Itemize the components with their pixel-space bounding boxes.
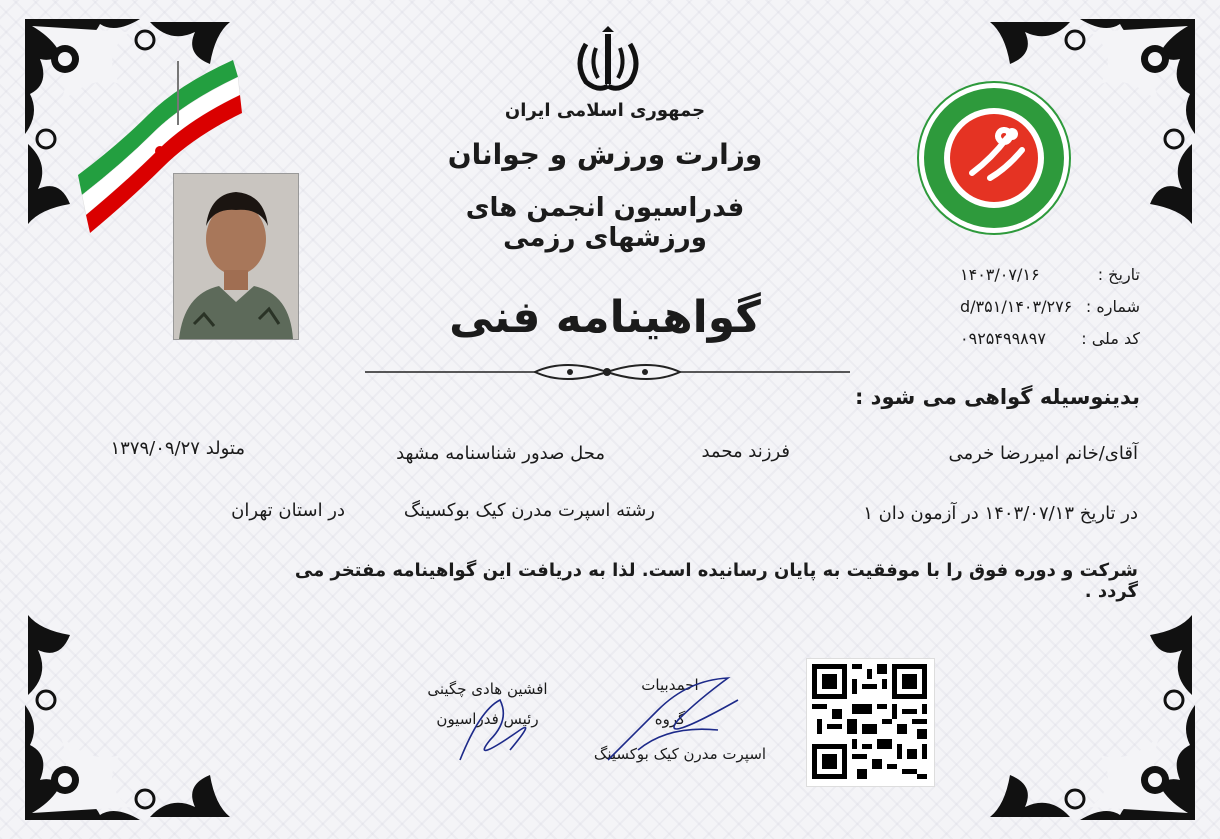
father-name: فرزند محمد [701,441,790,462]
number-label: شماره : [1085,297,1140,316]
certificate-title: گواهینامه فنی [449,292,761,343]
meta-block [960,265,1140,361]
date-label: تاریخ : [1097,265,1140,284]
federation-logo-icon [912,78,1077,238]
ornament-bottom-left-icon [20,615,230,825]
qr-code-icon[interactable] [806,658,935,787]
ornament-bottom-right-icon [990,615,1200,825]
intro-line: بدینوسیله گواهی می شود : [854,385,1140,409]
number-value: ۱۴۰۳/۲۷۶/d/۳۵۱ [960,297,1073,316]
ministry-line: وزارت ورزش و جوانان [447,138,763,171]
ornamental-divider-icon [365,358,850,386]
meta-national-code-row [960,329,1140,361]
president-name: افشین هادی چگینی [427,680,548,698]
province-line: در استان تهران [231,500,345,521]
group-signature-icon [598,670,748,765]
president-title: رئیس فدراسیون [436,710,539,728]
meta-date-row [960,265,1140,297]
issue-place: محل صدور شناسنامه مشهد [396,443,605,464]
group-role: گروه [654,710,686,728]
president-signature-icon [440,690,540,770]
date-value: ۱۴۰۳/۰۷/۱۶ [960,265,1040,284]
exam-line: در تاریخ ۱۴۰۳/۰۷/۱۳ در آزمون دان ۱ [863,503,1138,524]
holder-photo [173,173,299,340]
closing-line: شرکت و دوره فوق را با موفقیت به پایان رسانیده است. لذا به دریافت این گواهینامه مفتخر می گردد . [294,560,1138,602]
federation-line: فدراسیون انجمن های ورزشهای رزمی [465,193,745,253]
meta-number-row [960,297,1140,329]
group-field: اسپرت مدرن کیک بوکسینگ [593,745,767,763]
holder-name: آقای/خانم امیررضا خرمی [948,443,1138,464]
republic-line: جمهوری اسلامی ایران [504,100,706,121]
national-code-label: کد ملی : [1081,329,1140,348]
field-line: رشته اسپرت مدرن کیک بوکسینگ [403,500,655,521]
birth-date: متولد ۱۳۷۹/۰۹/۲۷ [110,438,245,459]
group-signer-name: احمدبیات [641,676,699,694]
national-code-value: ۰۹۲۵۴۹۹۸۹۷ [960,329,1046,348]
iran-emblem-icon [572,24,644,94]
